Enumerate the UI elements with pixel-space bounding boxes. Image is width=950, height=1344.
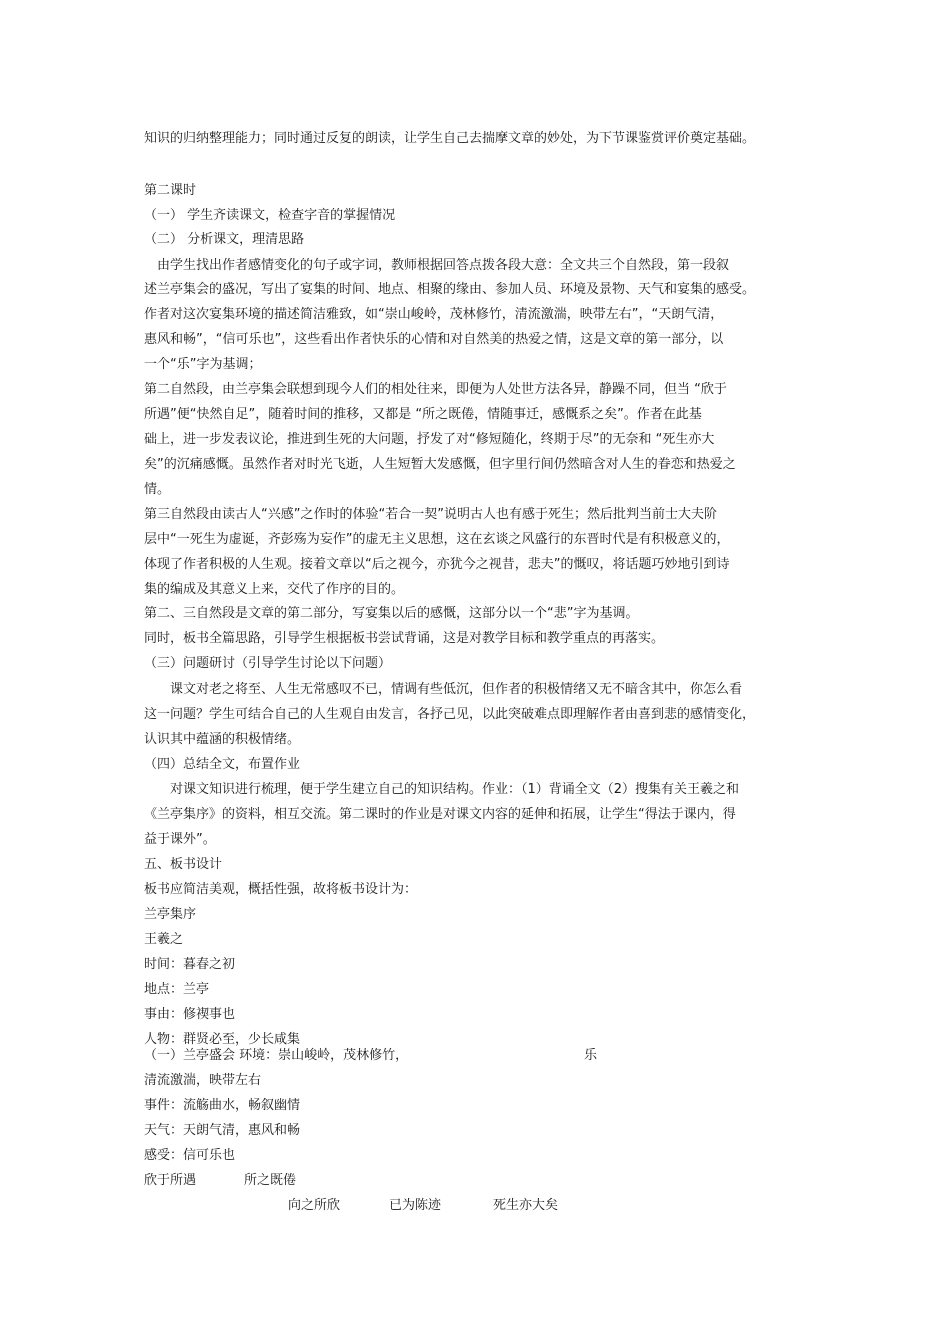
text-line: 述兰亭集会的盛况，写出了宴集的时间、地点、相聚的缘由、参加人员、环境及景物、天气和宴集的感受。 — [144, 282, 756, 297]
text-line: 人物：群贤必至，少长咸集 — [144, 1032, 301, 1047]
text-line: （三）问题研讨（引导学生讨论以下问题） — [144, 656, 392, 671]
text-line: 第二课时 — [144, 183, 197, 198]
text-line: 层中“一死生为虚诞，齐彭殇为妄作”的虚无主义思想，这在玄谈之风盛行的东晋时代是有积极意义的， — [144, 532, 730, 547]
text-line: 由学生找出作者感情变化的句子或字词，教师根据回答点拨各段大意：全文共三个自然段，第一段叙 — [144, 258, 730, 273]
board-row-5: 感受：信可乐也 — [144, 1148, 236, 1163]
text-line: 作者对这次宴集环境的描述简洁雅致，如“崇山峻岭，茂林修竹，清流激湍，映带左右”，“天朗气清， — [144, 307, 724, 322]
joy-character: 乐 — [584, 1048, 598, 1063]
text-line: 《兰亭集序》的资料，相互交流。第二课时的作业是对课文内容的延伸和拓展，让学生“得法于课内，得 — [144, 807, 736, 822]
text-line: 兰亭集序 — [144, 907, 197, 922]
text-line: 课文对老之将至、人生无常感叹不已，情调有些低沉，但作者的积极情绪又无不暗含其中，你怎么看 — [144, 682, 743, 697]
text-line: 时间：暮春之初 — [144, 957, 236, 972]
text-line: 板书应简洁美观，概括性强，故将板书设计为： — [144, 882, 418, 897]
text-line: （一） 学生齐读课文，检查字音的掌握情况 — [144, 208, 396, 223]
text-line: 所遇”便“快然自足”，随着时间的推移，又都是 “所之既倦，情随事迁，感慨系之矣”。作者在此基 — [144, 407, 702, 422]
board-row-7-c: 死生亦大矣 — [493, 1198, 559, 1213]
text-line: 知识的归纳整理能力；同时通过反复的朗读，让学生自己去揣摩文章的妙处，为下节课鉴赏评价奠定基础。 — [144, 131, 756, 146]
text-line: 矣”的沉痛感慨。虽然作者对时光飞逝，人生短暂大发感慨，但字里行间仍然暗含对人生的眷恋和热爱之 — [144, 457, 736, 472]
board-row-6-a: 欣于所遇 — [144, 1173, 197, 1188]
board-row-2: 清流激湍，映带左右 — [144, 1073, 262, 1088]
text-line: 一个“乐”字为基调； — [144, 357, 262, 372]
text-line: 第二、三自然段是文章的第二部分，写宴集以后的感慨，这部分以一个“悲”字为基调。 — [144, 606, 639, 621]
text-line: 对课文知识进行梳理，便于学生建立自己的知识结构。作业：（1）背诵全文（2）搜集有关王羲之和 — [144, 782, 740, 797]
board-row-7-b: 已为陈迹 — [389, 1198, 442, 1213]
text-line: 这一问题？学生可结合自己的人生观自由发言，各抒己见，以此突破难点即理解作者由喜到悲的感情变化， — [144, 707, 756, 722]
text-line: 地点：兰亭 — [144, 982, 210, 997]
text-line: 情。 — [144, 482, 171, 497]
text-line: 惠风和畅”，“信可乐也”，这些看出作者快乐的心情和对自然美的热爱之情，这是文章的第一部分，以 — [144, 332, 724, 347]
text-line: 第三自然段由读古人“兴感”之作时的体验“若合一契”说明古人也有感于死生；然后批判当前士大夫阶 — [144, 507, 717, 522]
board-row-3: 事件：流觞曲水，畅叙幽情 — [144, 1098, 301, 1113]
text-line: 础上，进一步发表议论，推进到生死的大问题，抒发了对“修短随化，终期于尽”的无奈和 “死生亦大 — [144, 432, 715, 447]
text-line: 体现了作者积极的人生观。接着文章以“后之视今，亦犹今之视昔，悲夫”的慨叹，将话题巧妙地引到诗 — [144, 557, 730, 572]
board-row-6 — [144, 1171, 196, 1191]
text-line: （二） 分析课文，理清思路 — [144, 232, 305, 247]
board-row-6-b: 所之既倦 — [244, 1173, 297, 1188]
text-line: 事由：修禊事也 — [144, 1007, 236, 1022]
board-row-4: 天气：天朗气清，惠风和畅 — [144, 1123, 301, 1138]
text-line: 五、板书设计 — [144, 857, 223, 872]
board-row-1 — [144, 1046, 408, 1066]
text-line: 认识其中蕴涵的积极情绪。 — [144, 732, 301, 747]
text-line: 同时，板书全篇思路，引导学生根据板书尝试背诵，这是对教学目标和教学重点的再落实。 — [144, 631, 665, 646]
text-line: 益于课外”。 — [144, 832, 216, 847]
text-line: （四）总结全文，布置作业 — [144, 757, 301, 772]
text-line: 王羲之 — [144, 932, 184, 947]
board-environment: （一）兰亭盛会 环境：崇山峻岭，茂林修竹， — [144, 1048, 409, 1063]
board-row-7-a: 向之所欣 — [288, 1198, 341, 1213]
text-line: 集的编成及其意义上来，交代了作序的目的。 — [144, 582, 405, 597]
board-joy-label — [584, 1046, 597, 1066]
text-line: 第二自然段，由兰亭集会联想到现今人们的相处往来，即便为人处世方法各异，静躁不同，但当 “欣于 — [144, 382, 727, 397]
